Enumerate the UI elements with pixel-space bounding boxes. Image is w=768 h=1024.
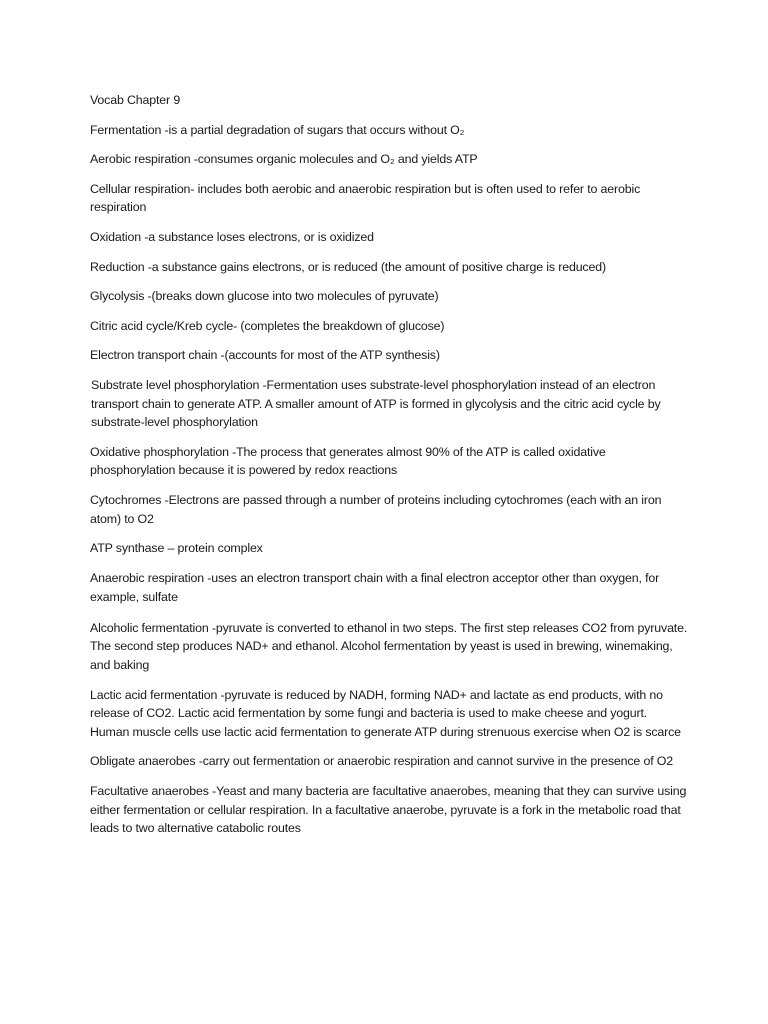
vocab-entry-electron-transport-chain: Electron transport chain -(accounts for most of the ATP synthesis) <box>90 348 440 363</box>
vocab-entry-oxidation: Oxidation -a substance loses electrons, or is oxidized <box>90 229 374 244</box>
vocab-entry-alcoholic-fermentation: Alcoholic fermentation -pyruvate is converted to ethanol in two steps. The first step releases CO2 from pyruvate. The second step produces NAD+ and ethanol. Alcohol fermentation by yeast is used in brewing, winemaking, and baking <box>90 620 688 673</box>
vocab-entry-citric-acid-cycle: Citric acid cycle/Kreb cycle- (completes the breakdown of glucose) <box>90 318 445 333</box>
vocab-entry-lactic-acid-fermentation: Lactic acid fermentation -pyruvate is reduced by NADH, forming NAD+ and lactate as end products, with no release of CO2. Lactic acid fermentation by some fungi and bacteria is used to make cheese and yogurt. Human muscle cells use lactic acid fermentation to generate ATP during strenuous exercise when O2 is scarce <box>90 687 681 739</box>
vocab-entry-reduction: Reduction -a substance gains electrons, or is reduced (the amount of positive charge is reduced) <box>90 259 606 274</box>
vocab-entry-glycolysis: Glycolysis -(breaks down glucose into two molecules of pyruvate) <box>90 289 439 304</box>
vocab-entry-cellular-respiration: Cellular respiration- includes both aerobic and anaerobic respiration but is often used to refer to aerobic respiration <box>90 181 641 215</box>
document-title: Vocab Chapter 9 <box>90 93 181 107</box>
vocab-entry-substrate-level-phosphorylation: Substrate level phosphorylation -Fermentation uses substrate-level phosphorylation instead of an electron transport chain to generate ATP. A smaller amount of ATP is formed in glycolysis and the citric acid cycle by substrate-level phosphorylation <box>91 377 661 430</box>
vocab-entry-oxidative-phosphorylation: Oxidative phosphorylation -The process that generates almost 90% of the ATP is called oxidative phosphorylation because it is powered by redox reactions <box>90 444 606 478</box>
vocab-entry-aerobic-respiration: Aerobic respiration -consumes organic molecules and O₂ and yields ATP <box>90 152 478 167</box>
vocab-entry-anaerobic-respiration: Anaerobic respiration -uses an electron transport chain with a final electron acceptor other than oxygen, for example, sulfate <box>90 570 660 605</box>
vocab-entry-cytochromes: Cytochromes -Electrons are passed through a number of proteins including cytochromes (each with an iron atom) to O2 <box>90 492 662 526</box>
document-body <box>90 91 688 849</box>
vocab-entry-facultative-anaerobes: Facultative anaerobes -Yeast and many bacteria are facultative anaerobes, meaning that they can survive using either fermentation or cellular respiration. In a facultative anaerobe, pyruvate is a fork in the metabolic road that leads to two alternative catabolic routes <box>90 784 687 836</box>
vocab-entry-atp-synthase: ATP synthase – protein complex <box>90 541 263 556</box>
vocab-entry-obligate-anaerobes: Obligate anaerobes -carry out fermentation or anaerobic respiration and cannot survive in the presence of O2 <box>90 754 674 769</box>
vocab-entry-fermentation: Fermentation -is a partial degradation of sugars that occurs without O₂ <box>90 122 465 137</box>
